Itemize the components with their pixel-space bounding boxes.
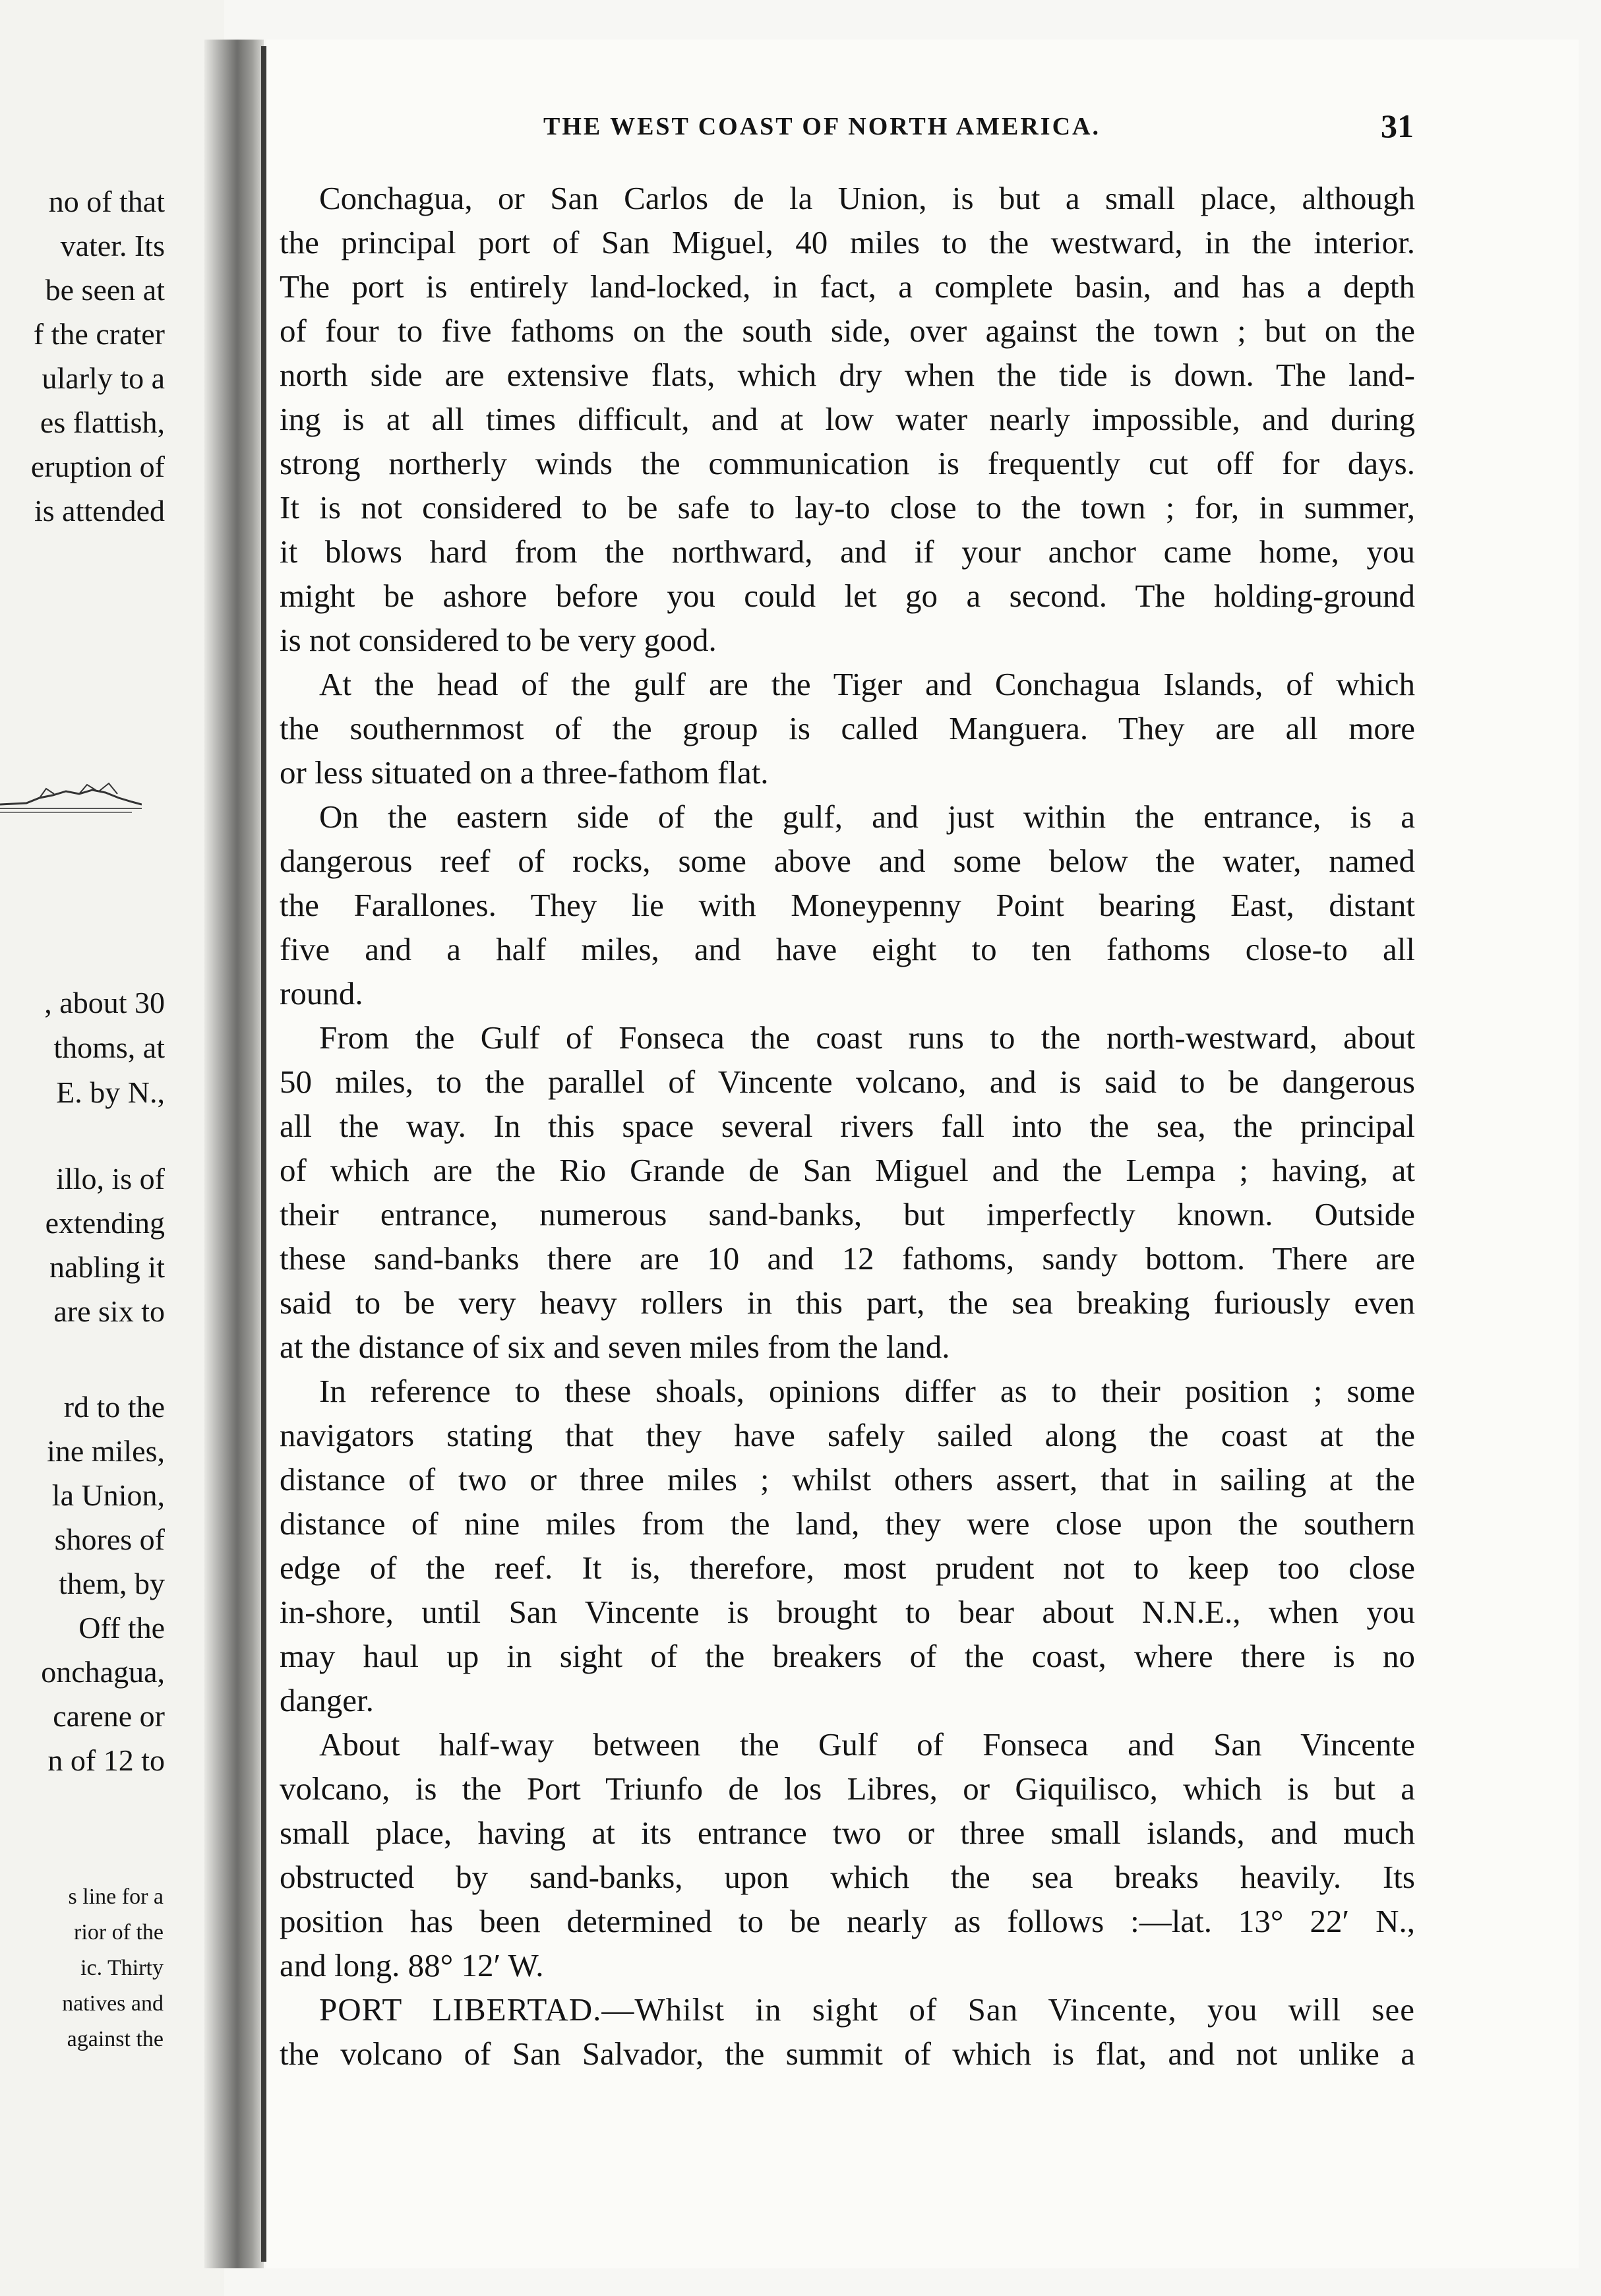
left-page-fragment: nabling it [49,1250,165,1284]
text-line: volcano, is the Port Triunfo de los Libres, or Giquilisco, which is but a [280,1770,1415,1807]
text-line: At the head of the gulf are the Tiger and Conchagua Islands, of which [319,666,1415,702]
left-page-fragment: eruption of [30,450,165,483]
text-line: the southernmost of the group is called Manguera. They are all more [280,710,1415,746]
left-page-fragment: no of that [48,185,165,218]
left-page-fragment: ularly to a [42,361,165,395]
left-page-fragment: extending [45,1206,165,1240]
text-line: From the Gulf of Fonseca the coast runs to the north-westward, about [319,1019,1415,1056]
text-line: of which are the Rio Grande de San Miguel and the Lempa ; having, at [280,1152,1415,1188]
text-line: danger. [280,1682,374,1718]
section-heading-line: PORT LIBERTAD.—Whilst in sight of San Vincente, you will see [319,1991,1415,2028]
left-page-fragment: rd to the [63,1390,165,1424]
left-page-fragment: es flattish, [40,406,165,439]
text-line: strong northerly winds the communication is frequently cut off for days. [280,445,1415,481]
text-line: The port is entirely land-locked, in fact, a complete basin, and has a depth [280,268,1415,305]
left-page-footnote: ic. Thirty [80,1956,164,1980]
text-line: It is not considered to be safe to lay-to close to the town ; for, in summer, [280,489,1415,526]
left-facing-page [0,0,224,2296]
left-page-fragment: is attended [34,494,165,528]
left-page-footnote: rior of the [74,1920,164,1945]
coastline-sketch-icon [0,765,142,818]
left-page-fragment: shores of [54,1523,165,1556]
left-page-fragment: be seen at [45,273,165,307]
text-line: About half-way between the Gulf of Fonseca and San Vincente [319,1726,1415,1763]
text-line: is not considered to be very good. [280,622,717,658]
text-line: these sand-banks there are 10 and 12 fathoms, sandy bottom. There are [280,1240,1415,1277]
left-page-fragment: carene or [53,1699,165,1733]
text-line: navigators stating that they have safely sailed along the coast at the [280,1417,1415,1453]
text-line: small place, having at its entrance two or three small islands, and much [280,1815,1415,1851]
left-page-footnote: natives and [62,1991,164,2016]
text-line: In reference to these shoals, opinions differ as to their position ; some [319,1373,1415,1409]
text-line: or less situated on a three-fathom flat. [280,754,769,791]
book-gutter [204,40,264,2268]
text-line: On the eastern side of the gulf, and just within the entrance, is a [319,799,1415,835]
left-page-fragment: onchagua, [41,1655,165,1689]
text-line: distance of nine miles from the land, they were close upon the southern [280,1505,1415,1542]
left-page-fragment: Off the [78,1611,165,1645]
text-line: round. [280,975,363,1012]
text-line: at the distance of six and seven miles from the land. [280,1329,950,1365]
text-line: edge of the reef. It is, therefore, most prudent not to keep too close [280,1550,1415,1586]
text-line: dangerous reef of rocks, some above and some below the water, named [280,843,1415,879]
left-page-footnote: against the [67,2027,164,2051]
text-line: north side are extensive flats, which dry when the tide is down. The land- [280,357,1415,393]
text-line: the principal port of San Miguel, 40 miles to the westward, in the interior. [280,224,1415,260]
text-line: all the way. In this space several rivers fall into the sea, the principal [280,1108,1415,1144]
text-line: may haul up in sight of the breakers of the coast, where there is no [280,1638,1415,1674]
left-page-footnote: s line for a [68,1885,164,1909]
main-page [266,40,1579,2268]
page-edge [261,46,266,2262]
text-line: their entrance, numerous sand-banks, but imperfectly known. Outside [280,1196,1415,1232]
text-line: distance of two or three miles ; whilst others assert, that in sailing at the [280,1461,1415,1497]
text-line: of four to five fathoms on the south side, over against the town ; but on the [280,313,1415,349]
text-line: five and a half miles, and have eight to ten fathoms close-to all [280,931,1415,967]
left-page-fragment: them, by [59,1567,165,1600]
text-line: said to be very heavy rollers in this part, the sea breaking furiously even [280,1284,1415,1321]
left-page-fragment: thoms, at [53,1031,165,1064]
text-line: ing is at all times difficult, and at low water nearly impossible, and during [280,401,1415,437]
left-page-fragment: , about 30 [44,986,165,1019]
left-page-fragment: E. by N., [56,1075,165,1109]
left-page-fragment: n of 12 to [47,1743,165,1777]
left-page-fragment: vater. Its [60,229,165,262]
left-page-fragment: illo, is of [56,1162,165,1195]
text-line: and long. 88° 12′ W. [280,1947,544,1983]
text-line: obstructed by sand-banks, upon which the sea breaks heavily. Its [280,1859,1415,1895]
running-head: THE WEST COAST OF NORTH AMERICA. [543,113,1101,140]
text-line: it blows hard from the northward, and if your anchor came home, you [280,533,1415,570]
left-page-fragment: ine miles, [47,1434,165,1468]
text-line: 50 miles, to the parallel of Vincente volcano, and is said to be dangerous [280,1064,1415,1100]
text-line: the Farallones. They lie with Moneypenny Point bearing East, distant [280,887,1415,923]
text-line: might be ashore before you could let go a second. The holding-ground [280,578,1415,614]
text-line: in-shore, until San Vincente is brought to bear about N.N.E., when you [280,1594,1415,1630]
page-number: 31 [1381,107,1414,144]
text-line: Conchagua, or San Carlos de la Union, is but a small place, although [319,180,1415,216]
text-line: the volcano of San Salvador, the summit of which is flat, and not unlike a [280,2036,1415,2072]
left-page-fragment: la Union, [51,1478,165,1512]
left-page-fragment: are six to [53,1294,165,1328]
text-line: position has been determined to be nearly as follows :—lat. 13° 22′ N., [280,1903,1415,1939]
left-page-fragment: f the crater [33,317,165,351]
